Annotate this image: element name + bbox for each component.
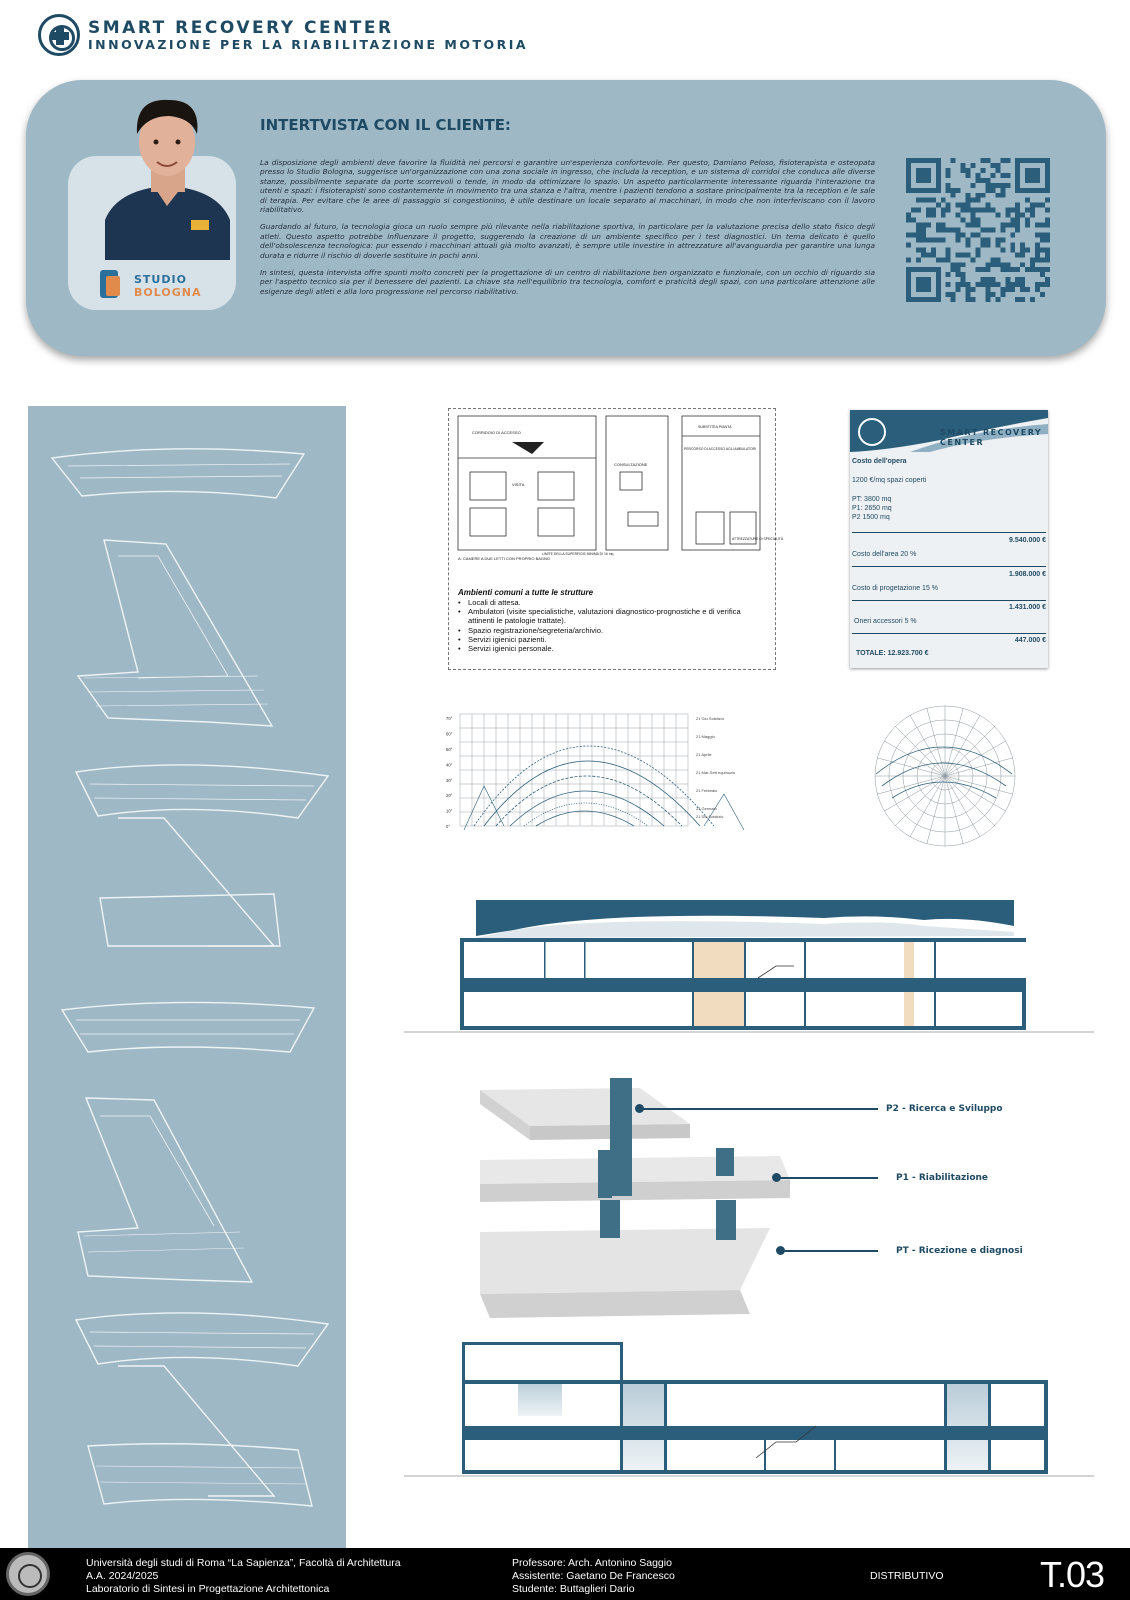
section-longitudinal-1 <box>404 896 1094 1036</box>
interview-title: INTERTVISTA CON IL CLIENTE: <box>260 116 511 134</box>
cost-rate: 1200 €/mq spazi coperti <box>852 477 927 484</box>
sun-legend-3: 21 Aprile <box>696 752 712 757</box>
logo-cross-h <box>51 32 69 40</box>
university-line-2: A.A. 2024/2025 <box>86 1570 159 1582</box>
interview-paragraph-1: La disposizione degli ambienti deve favorire la fluidità nei percorsi e garantire un'esperienza confortevole. Per questo, Damiano Peloso, fisioterapista e osteopata presso lo Studio Bologna, suggerisce un'organizzazione con una zona sociale in ingresso, che includa la reception, e un sistema di corridoi che conduca alle diverse stanze, possibilmente separate da porte scorrevoli o tende, in modo da ottimizzare lo spazio. Un aspetto particolarmente interessante riguarda l'interazione tra utenti e spazi: i fisioterapisti sono costantemente in movimento tra una stanza e l'altra, mentre i pazienti tendono a sostare principalmente tra la reception e le sale di terapia. Per evitare che le aree di passaggio si congestionino, è utile destinare un locale separato ai macchinari, in modo che non interferiscano con il lavoro riabilitativo. <box>260 158 875 215</box>
sun-legend-7: 21 Dic Solstizio <box>696 814 724 819</box>
studio-name-2: BOLOGNA <box>134 286 202 299</box>
cost-value-3: 1.431.000 € <box>1009 604 1046 611</box>
cost-value-2: 1.908.000 € <box>1009 571 1046 578</box>
divider <box>852 532 1046 533</box>
list-item: • Spazio registrazione/segreteria/archivio. <box>458 626 758 635</box>
plan-label-1: CORRIDOIO DI ACCESSO <box>472 430 521 435</box>
plan-label-4: SUBSTITEA PIANTA <box>698 425 732 429</box>
interview-paragraph-3: In sintesi, questa intervista offre spunti molto concreti per la progettazione di un centro di riabilitazione ben organizzato e funzionale, con un occhio di riguardo sia per l'aspetto tecnico sia per il benessere dei pazienti. La chiave sta nell'equilibrio tra tecnologia, comfort e praticità degli spazi, con una particolare attenzione alle esigenze degli atleti e alla loro progressione nel percorso riabilitativo. <box>260 268 875 296</box>
levels-axonometric <box>450 1080 780 1320</box>
interview-paragraph-2: Guardando al futuro, la tecnologia gioca un ruolo sempre più rilevante nella riabilitazione sportiva, in particolare per la valutazione precisa dello stato fisico degli atleti. Questo aspetto potrebbe influenzare il progetto, suggerendo la creazione di un ambiente specifico per i test diagnostici. Un tema delicato è quello dell'obsolescenza tecnologica: pur essendo i macchinari attuali già molto avanzati, è sempre utile investire in attrezzature all'avanguardia per garantire una lunga durata e ridurre il rischio di doverle sostituire in pochi anni. <box>260 222 875 260</box>
studio-logo-accent <box>106 276 120 296</box>
cost-value-1: 9.540.000 € <box>1009 537 1046 544</box>
sun-y-tick: 70° <box>446 716 453 722</box>
level-pt-leader <box>783 1250 878 1252</box>
board-code: T.03 <box>1040 1554 1105 1595</box>
divider <box>852 566 1046 567</box>
interview-text <box>260 158 875 304</box>
board-category: DISTRIBUTIVO <box>870 1570 944 1582</box>
cost-area-pt: PT: 3800 mq <box>852 496 892 503</box>
client-portrait <box>95 90 240 260</box>
level-p2-leader <box>642 1108 878 1110</box>
level-p1-label: P1 - Riabilitazione <box>896 1173 989 1183</box>
sun-y-tick: 20° <box>446 793 453 799</box>
list-item: • Servizi igienici personale. <box>458 644 758 653</box>
assistant: Assistente: Gaetano De Francesco <box>512 1570 675 1582</box>
level-p1-leader <box>779 1177 878 1179</box>
sun-legend-4: 21 Mar-Sett equinozio <box>696 770 736 775</box>
sun-y-tick: 30° <box>446 777 453 783</box>
studio-name-1: STUDIO <box>134 273 187 286</box>
floor-plans-drawing <box>28 406 346 1548</box>
professor: Professore: Arch. Antonino Saggio <box>512 1557 672 1569</box>
common-spaces-list <box>458 598 758 653</box>
sun-legend-1: 21 Giu Solstizio <box>696 716 724 721</box>
sun-legend-2: 21 Maggio <box>696 734 715 739</box>
sun-legend-5: 21 Febbraio <box>696 788 718 793</box>
level-p2-label: P2 - Ricerca e Sviluppo <box>886 1104 1003 1114</box>
university-line-3: Laboratorio di Sintesi in Progettazione Architettonica <box>86 1583 330 1595</box>
list-item: • Locali di attesa. <box>458 598 758 607</box>
cost-label-2: Costo dell'area 20 % <box>852 551 917 558</box>
sun-path-chart <box>444 706 774 844</box>
polar-sun-diagram <box>862 700 1028 850</box>
sun-y-tick: 40° <box>446 762 453 768</box>
sun-y-tick: 0° <box>446 824 451 829</box>
student: Studente: Buttaglieri Dario <box>512 1583 635 1595</box>
sun-y-tick: 60° <box>446 731 453 737</box>
section-longitudinal-2 <box>404 1338 1094 1478</box>
list-item: • Servizi igienici pazienti. <box>458 635 758 644</box>
cost-label-3: Costo di progetazione 15 % <box>852 585 938 592</box>
project-title: SMART RECOVERY CENTER <box>88 18 394 38</box>
plan-label-5: PERCORSO DI ACCESSO AGLI AMBULATORI <box>684 447 757 451</box>
plan-caption-mid: LIMITE DELLA SUPERFICIE MINIMA DI 16 mq <box>542 552 614 556</box>
level-pt-label: PT - Ricezione e diagnosi <box>896 1246 1023 1256</box>
cost-area-p2: P2 1500 mq <box>852 514 890 521</box>
plan-caption-left: A: CAMERE A DUE LETTI CON PROPRIO BAGNO <box>458 556 551 561</box>
qr-code[interactable] <box>906 158 1050 302</box>
sun-y-tick: 50° <box>446 747 453 752</box>
cost-heading: Costo dell'opera <box>852 458 907 465</box>
common-spaces-title: Ambienti comuni a tutte le strutture <box>458 588 594 597</box>
sun-y-tick: 10° <box>446 808 453 814</box>
plan-label-6: ATTREZZATURE DI SPECIALITÀ <box>732 537 784 541</box>
cost-total: TOTALE: 12.923.700 € <box>856 650 929 657</box>
university-line-1: Università degli studi di Roma “La Sapienza”, Facoltà di Architettura <box>86 1557 401 1569</box>
cost-brand-2: CENTER <box>940 438 985 447</box>
cost-brand-1: SMART RECOVERY <box>940 428 1043 437</box>
project-subtitle: INNOVAZIONE PER LA RIABILITAZIONE MOTORIA <box>88 37 529 52</box>
plan-label-3: VISITA <box>512 482 525 487</box>
cost-area-p1: P1: 2650 mq <box>852 505 892 512</box>
cost-value-4: 447.000 € <box>1014 637 1046 644</box>
cost-label-4: Oneri accessori 5 % <box>854 618 917 625</box>
list-item: • Ambulatori (visite specialistiche, valutazioni diagnostico-prognostiche e di verifica attinenti le patologie trattate). <box>458 607 758 625</box>
regulation-plans <box>452 412 784 562</box>
plan-label-2: CONSULTAZIONE <box>614 462 648 467</box>
cost-logo-icon <box>858 418 886 446</box>
university-seal-icon <box>6 1552 50 1596</box>
divider <box>852 600 1046 601</box>
divider <box>852 633 1046 634</box>
sun-legend-6: 21 Gennaio <box>696 806 717 811</box>
